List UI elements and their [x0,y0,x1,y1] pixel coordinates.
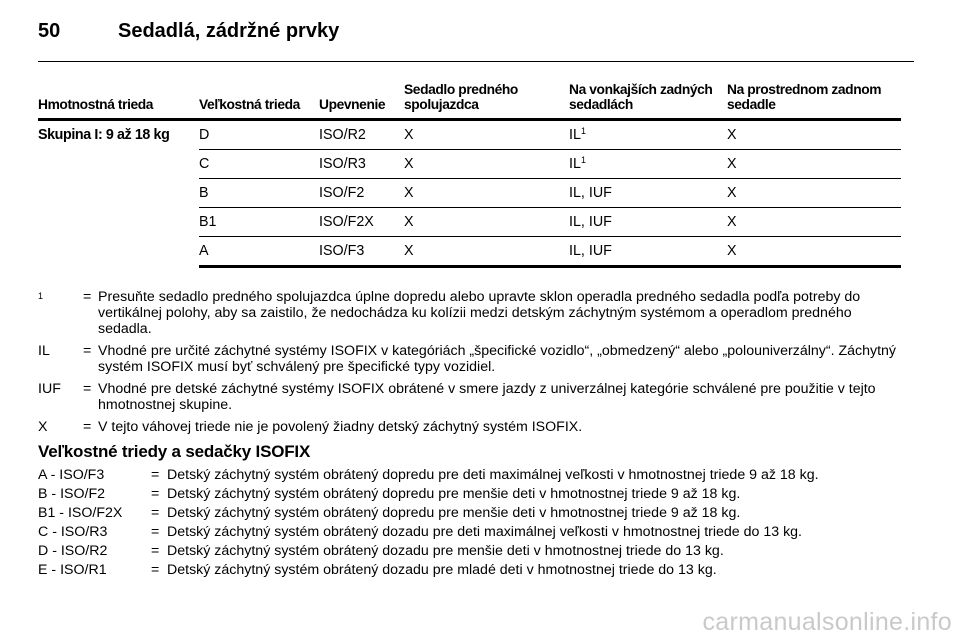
list-item [38,466,918,485]
fixture-cell: ISO/F3 [319,237,404,267]
outer-rear-cell [569,120,727,150]
size-description: Detský záchytný systém obrátený dozadu pre mladé deti v hmotnostnej triede do 13 kg. [167,562,717,578]
middle-rear-cell: X [727,237,901,267]
size-class-list [38,466,918,580]
size-code: B - ISO/F2 [38,486,106,502]
size-class-cell: D [199,120,319,150]
size-description: Detský záchytný systém obrátený dopredu pre deti maximálnej veľkosti v hmotnostnej triede 9 až 18 kg. [167,467,819,483]
page-title: Sedadlá, zádržné prvky [118,20,340,42]
outer-rear-value: IL [569,127,581,143]
note-key: X [38,419,48,435]
footnote-marker: 1 [580,155,586,165]
size-equals: = [151,505,160,521]
list-item [38,542,918,561]
size-class-cell: B1 [199,208,319,237]
column-header: Na vonkajších zadných sedadlách [569,82,727,120]
note-item [38,419,908,435]
size-class-cell: B [199,179,319,208]
size-description: Detský záchytný systém obrátený dozadu pre menšie deti v hmotnostnej triede do 13 kg. [167,543,724,559]
middle-rear-cell: X [727,120,901,150]
size-code: E - ISO/R1 [38,562,107,578]
front-seat-cell: X [404,208,569,237]
outer-rear-cell: IL, IUF [569,179,727,208]
outer-rear-cell: IL, IUF [569,237,727,267]
size-class-cell: A [199,237,319,267]
note-equals: = [83,381,92,397]
size-description: Detský záchytný systém obrátený dozadu pre deti maximálnej veľkosti v hmotnostnej triede do 13 kg. [167,524,803,540]
header-divider [38,61,914,62]
footnote-marker: 1 [580,126,586,136]
column-header: Veľkostná trieda [199,82,319,120]
front-seat-cell: X [404,237,569,267]
column-header: Na prostrednom zadnom sedadle [727,82,901,120]
front-seat-cell: X [404,150,569,179]
size-code: C - ISO/R3 [38,524,108,540]
note-key: IUF [38,381,61,397]
note-text: Presuňte sedadlo predného spolujazdca úplne dopredu alebo upravte sklon operadla predného sedadla podľa potreby do vertikálnej polohy, aby sa zaistilo, že nedochádza ku kolízii medzi detským záchytným systémom a operadlom predného sedadla. [98,289,861,337]
size-equals: = [151,562,160,578]
note-text: V tejto váhovej triede nie je povolený žiadny detský záchytný systém ISOFIX. [98,419,583,435]
size-classes-section [38,442,918,580]
fixture-cell: ISO/F2X [319,208,404,237]
note-key: IL [38,343,50,359]
middle-rear-cell: X [727,179,901,208]
column-header: Sedadlo predného spolujazdca [404,82,569,120]
outer-rear-cell [569,150,727,179]
size-equals: = [151,486,160,502]
size-class-cell: C [199,150,319,179]
note-text: Vhodné pre detské záchytné systémy ISOFIX obrátené v smere jazdy z univerzálnej kategórie schválené pre použitie v tejto hmotnostnej skupine. [98,381,876,413]
fixture-cell: ISO/R2 [319,120,404,150]
size-equals: = [151,467,160,483]
list-item [38,561,918,580]
column-header: Upevnenie [319,82,404,120]
isofix-compatibility-table [38,82,901,268]
note-item [38,381,908,413]
size-code: D - ISO/R2 [38,543,108,559]
watermark: carmanualsonline.info [702,608,952,636]
front-seat-cell: X [404,179,569,208]
front-seat-cell: X [404,120,569,150]
size-equals: = [151,543,160,559]
note-key: 1 [38,291,44,301]
size-description: Detský záchytný systém obrátený dopredu pre menšie deti v hmotnostnej triede 9 až 18 kg. [167,505,741,521]
size-equals: = [151,524,160,540]
note-text: Vhodné pre určité záchytné systémy ISOFIX v kategóriách „špecifické vozidlo“, „obmedzený“ alebo „polouniverzálny“. Záchytný systém ISOFIX musí byť schválený pre špecifické typy vozidiel. [98,343,897,375]
weight-group-cell: Skupina I: 9 až 18 kg [38,127,170,143]
table-header-row [38,82,901,120]
note-equals: = [83,289,92,305]
middle-rear-cell: X [727,150,901,179]
outer-rear-value: IL [569,156,581,172]
note-item [38,289,908,337]
note-equals: = [83,419,92,435]
list-item [38,504,918,523]
note-item [38,343,908,375]
fixture-cell: ISO/R3 [319,150,404,179]
page-number: 50 [38,20,61,42]
fixture-cell: ISO/F2 [319,179,404,208]
size-code: B1 - ISO/F2X [38,505,123,521]
middle-rear-cell: X [727,208,901,237]
page-header [38,14,914,50]
list-item [38,523,918,542]
outer-rear-cell: IL, IUF [569,208,727,237]
size-code: A - ISO/F3 [38,467,105,483]
legend-notes [38,289,908,441]
list-item [38,485,918,504]
column-header: Hmotnostná trieda [38,82,199,120]
table-row [38,120,901,150]
size-description: Detský záchytný systém obrátený dopredu pre menšie deti v hmotnostnej triede 9 až 18 kg. [167,486,741,502]
section-title: Veľkostné triedy a sedačky ISOFIX [38,442,311,461]
note-equals: = [83,343,92,359]
